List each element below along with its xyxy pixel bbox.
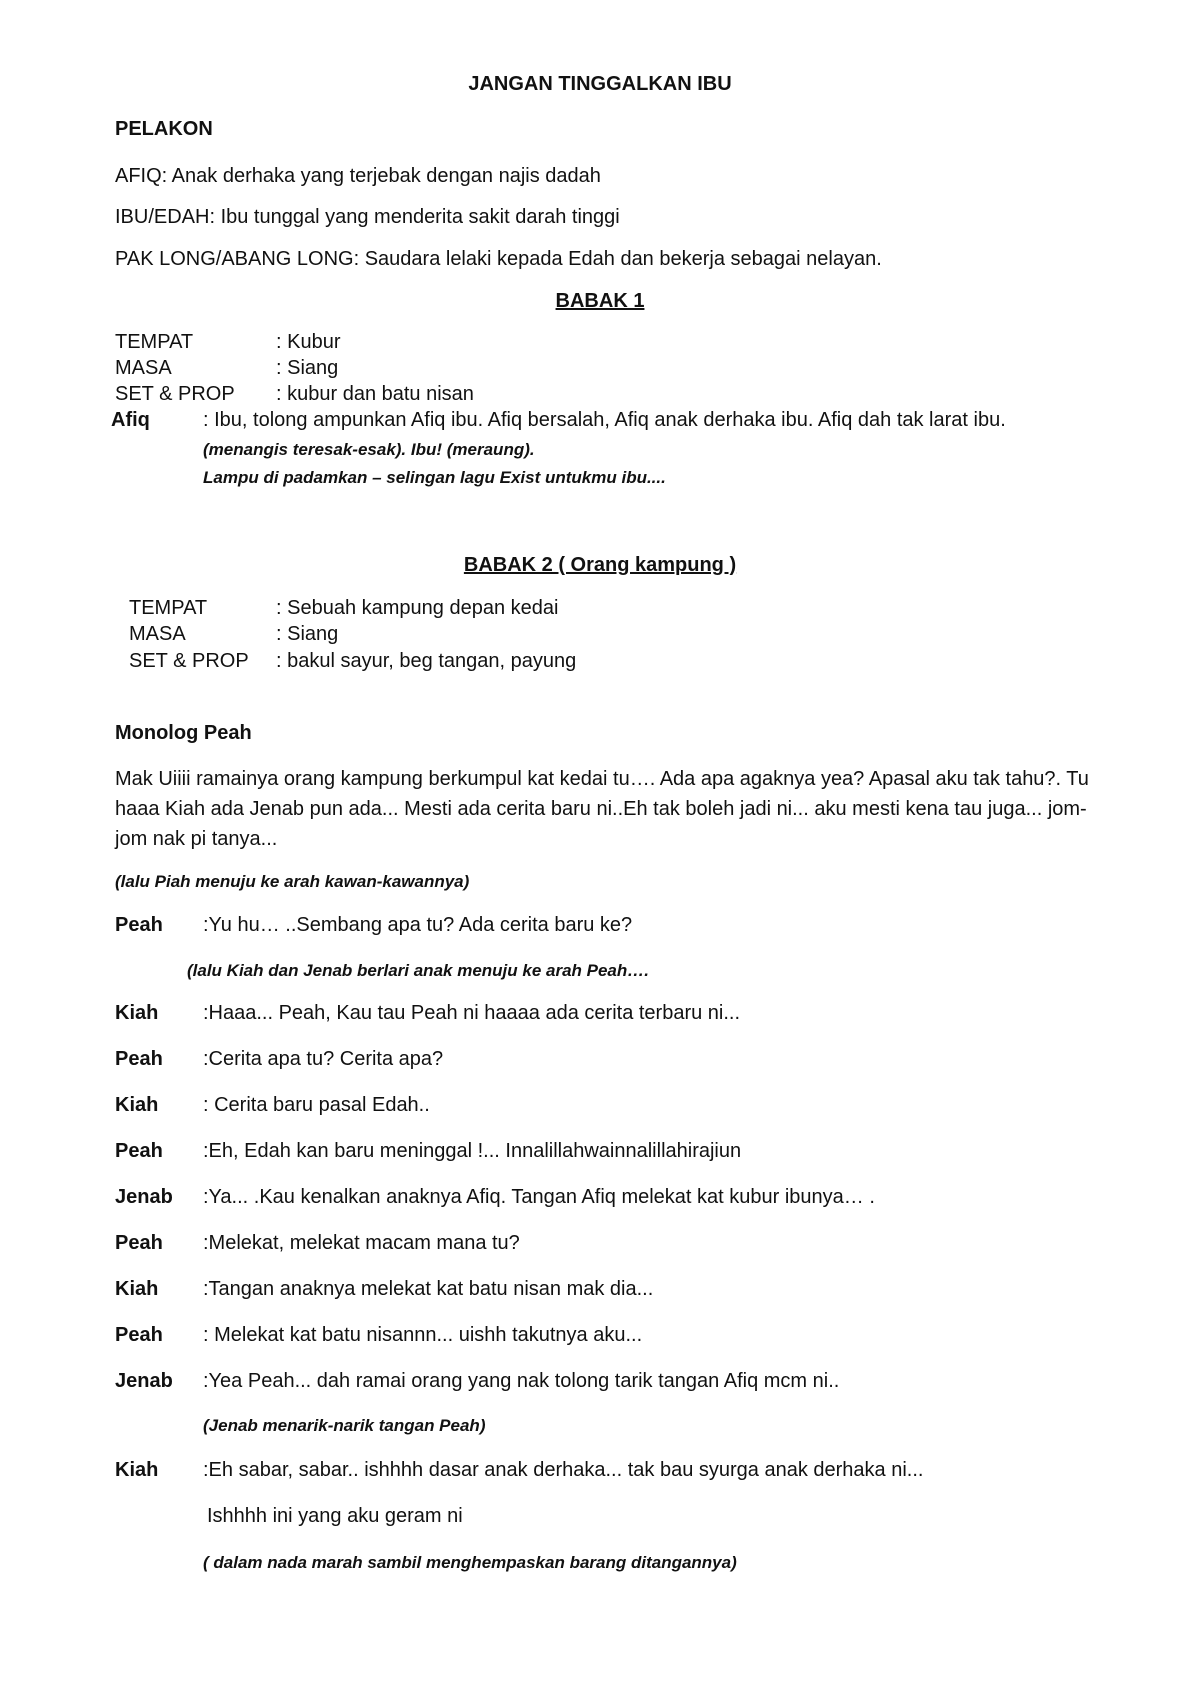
babak1-info-row <box>115 331 340 354</box>
info-value: : Siang <box>276 623 339 645</box>
babak2-info-row <box>129 623 338 646</box>
speaker-name: Peah <box>115 1048 163 1070</box>
dialogue-text: :Yu hu… ..Sembang apa tu? Ada cerita baru ke? <box>203 914 633 936</box>
speaker-name: Kiah <box>115 1278 159 1300</box>
dialogue-text: :Ya... .Kau kenalkan anaknya Afiq. Tangan Afiq melekat kat kubur ibunya… . <box>203 1186 875 1208</box>
cast-afiq: AFIQ: Anak derhaka yang terjebak dengan najis dadah <box>115 165 601 187</box>
dialogue-text: :Eh sabar, sabar.. ishhhh dasar anak derhaka... tak bau syurga anak derhaka ni... <box>203 1459 924 1481</box>
info-key: SET & PROP <box>129 650 249 672</box>
dialogue-text: :Yea Peah... dah ramai orang yang nak tolong tarik tangan Afiq mcm ni.. <box>203 1370 840 1392</box>
cast-pak-long: PAK LONG/ABANG LONG: Saudara lelaki kepada Edah dan bekerja sebagai nelayan. <box>115 248 882 270</box>
stage-direction: (menangis teresak-esak). Ibu! (meraung). <box>203 440 535 459</box>
info-key: TEMPAT <box>115 331 194 353</box>
monolog-heading: Monolog Peah <box>115 722 252 744</box>
document-title: JANGAN TINGGALKAN IBU <box>468 73 732 95</box>
speaker-name: Kiah <box>115 1459 159 1481</box>
speaker-name: Peah <box>115 914 163 936</box>
info-value: : Sebuah kampung depan kedai <box>276 597 559 619</box>
info-value: : bakul sayur, beg tangan, payung <box>276 650 577 672</box>
info-key: TEMPAT <box>129 597 208 619</box>
dialogue-text: :Haaa... Peah, Kau tau Peah ni haaaa ada cerita terbaru ni... <box>203 1002 741 1024</box>
info-value: : Siang <box>276 357 339 379</box>
info-value: : Kubur <box>276 331 341 353</box>
dialogue-text: :Eh, Edah kan baru meninggal !... Innalillahwainnalillahirajiun <box>203 1140 742 1162</box>
babak1-info-row <box>115 357 338 380</box>
babak1-info-row <box>115 383 474 406</box>
dialogue-text: : Cerita baru pasal Edah.. <box>203 1094 430 1116</box>
stage-direction: (lalu Kiah dan Jenab berlari anak menuju ke arah Peah…. <box>187 961 649 980</box>
cast-ibu: IBU/EDAH: Ibu tunggal yang menderita sakit darah tinggi <box>115 206 620 228</box>
babak2-heading: BABAK 2 ( Orang kampung ) <box>463 554 737 576</box>
speaker-name: Afiq <box>111 409 150 431</box>
dialogue-text: :Tangan anaknya melekat kat batu nisan mak dia... <box>203 1278 654 1300</box>
babak2-info-row <box>129 650 576 673</box>
info-key: MASA <box>129 623 186 645</box>
stage-direction: Lampu di padamkan – selingan lagu Exist untukmu ibu.... <box>203 468 666 487</box>
dialogue-continuation: Ishhhh ini yang aku geram ni <box>207 1505 463 1527</box>
babak1-heading: BABAK 1 <box>555 290 645 312</box>
info-value: : kubur dan batu nisan <box>276 383 474 405</box>
speaker-name: Kiah <box>115 1094 159 1116</box>
dialogue-text: : Melekat kat batu nisannn... uishh takutnya aku... <box>203 1324 643 1346</box>
dialogue-text: :Cerita apa tu? Cerita apa? <box>203 1048 444 1070</box>
stage-direction: (Jenab menarik-narik tangan Peah) <box>203 1416 486 1435</box>
stage-direction: ( dalam nada marah sambil menghempaskan barang ditangannya) <box>203 1553 737 1572</box>
speaker-name: Jenab <box>115 1186 173 1208</box>
info-key: SET & PROP <box>115 383 235 405</box>
pelakon-heading: PELAKON <box>115 118 213 140</box>
speaker-name: Peah <box>115 1232 163 1254</box>
dialogue-text: :Melekat, melekat macam mana tu? <box>203 1232 520 1254</box>
babak2-info-row <box>129 597 558 620</box>
speaker-name: Jenab <box>115 1370 173 1392</box>
stage-direction: (lalu Piah menuju ke arah kawan-kawannya) <box>115 872 470 891</box>
info-key: MASA <box>115 357 172 379</box>
speaker-name: Peah <box>115 1324 163 1346</box>
monolog-paragraph: Mak Uiiii ramainya orang kampung berkumpul kat kedai tu…. Ada apa agaknya yea? Apasal aku tak tahu?. Tu haaa Kiah ada Jenab pun ada... Mesti ada cerita baru ni..Eh tak boleh jadi ni... aku mesti kena tau juga... jom-jom nak pi tanya... <box>115 768 1089 850</box>
speaker-name: Kiah <box>115 1002 159 1024</box>
dialogue-text: : Ibu, tolong ampunkan Afiq ibu. Afiq bersalah, Afiq anak derhaka ibu. Afiq dah tak larat ibu. <box>203 409 1006 431</box>
speaker-name: Peah <box>115 1140 163 1162</box>
